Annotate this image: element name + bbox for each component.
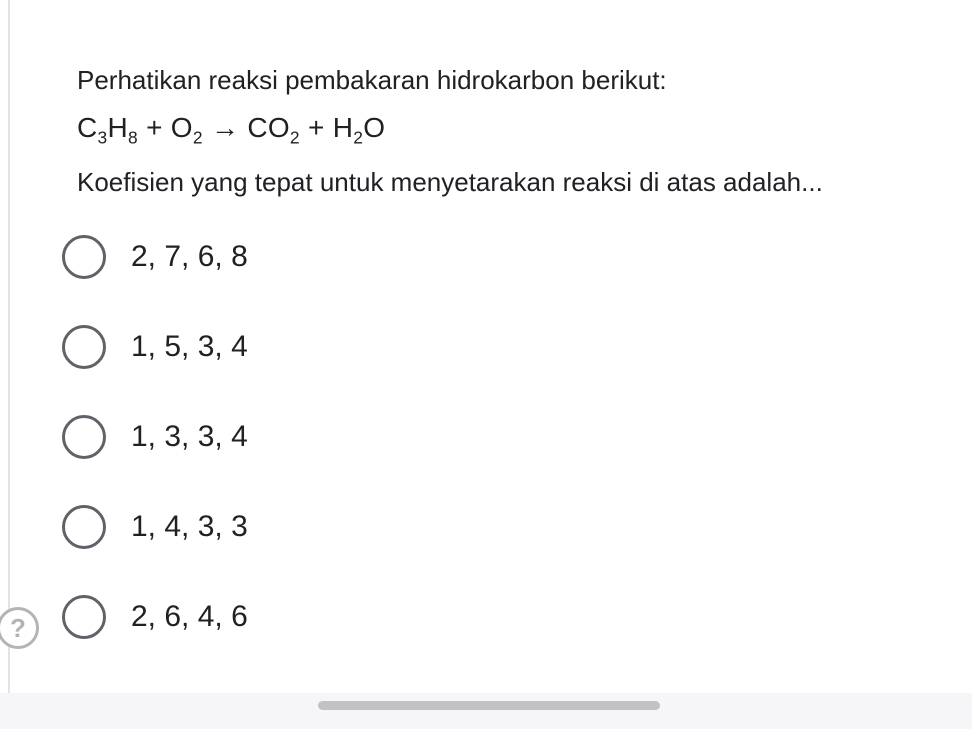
horizontal-scrollbar-track[interactable] — [0, 693, 972, 729]
option-label[interactable]: 2, 7, 6, 8 — [131, 240, 248, 273]
answer-option[interactable] — [62, 595, 248, 639]
help-icon[interactable] — [0, 607, 39, 649]
radio-button[interactable] — [62, 235, 106, 279]
answer-option[interactable] — [62, 325, 248, 369]
option-label[interactable]: 1, 3, 3, 4 — [131, 420, 248, 453]
question-intro: Perhatikan reaksi pembakaran hidrokarbon berikut: — [77, 65, 667, 95]
option-label[interactable]: 1, 5, 3, 4 — [131, 330, 248, 363]
radio-button[interactable] — [62, 325, 106, 369]
radio-button[interactable] — [62, 595, 106, 639]
answer-option[interactable] — [62, 415, 248, 459]
question-mark-glyph: ? — [10, 612, 26, 643]
radio-button[interactable] — [62, 505, 106, 549]
card-left-border — [8, 0, 10, 693]
option-label[interactable]: 2, 6, 4, 6 — [131, 600, 248, 633]
horizontal-scrollbar-thumb[interactable] — [318, 701, 660, 710]
option-label[interactable]: 1, 4, 3, 3 — [131, 510, 248, 543]
chemical-equation: $C_3H_8 + O_2 \to CO_2 + H_2O$ — [77, 112, 386, 148]
answer-option[interactable] — [62, 505, 248, 549]
radio-button[interactable] — [62, 415, 106, 459]
question-prompt: Koefisien yang tepat untuk menyetarakan reaksi di atas adalah... — [77, 167, 823, 197]
answer-option[interactable] — [62, 235, 248, 279]
